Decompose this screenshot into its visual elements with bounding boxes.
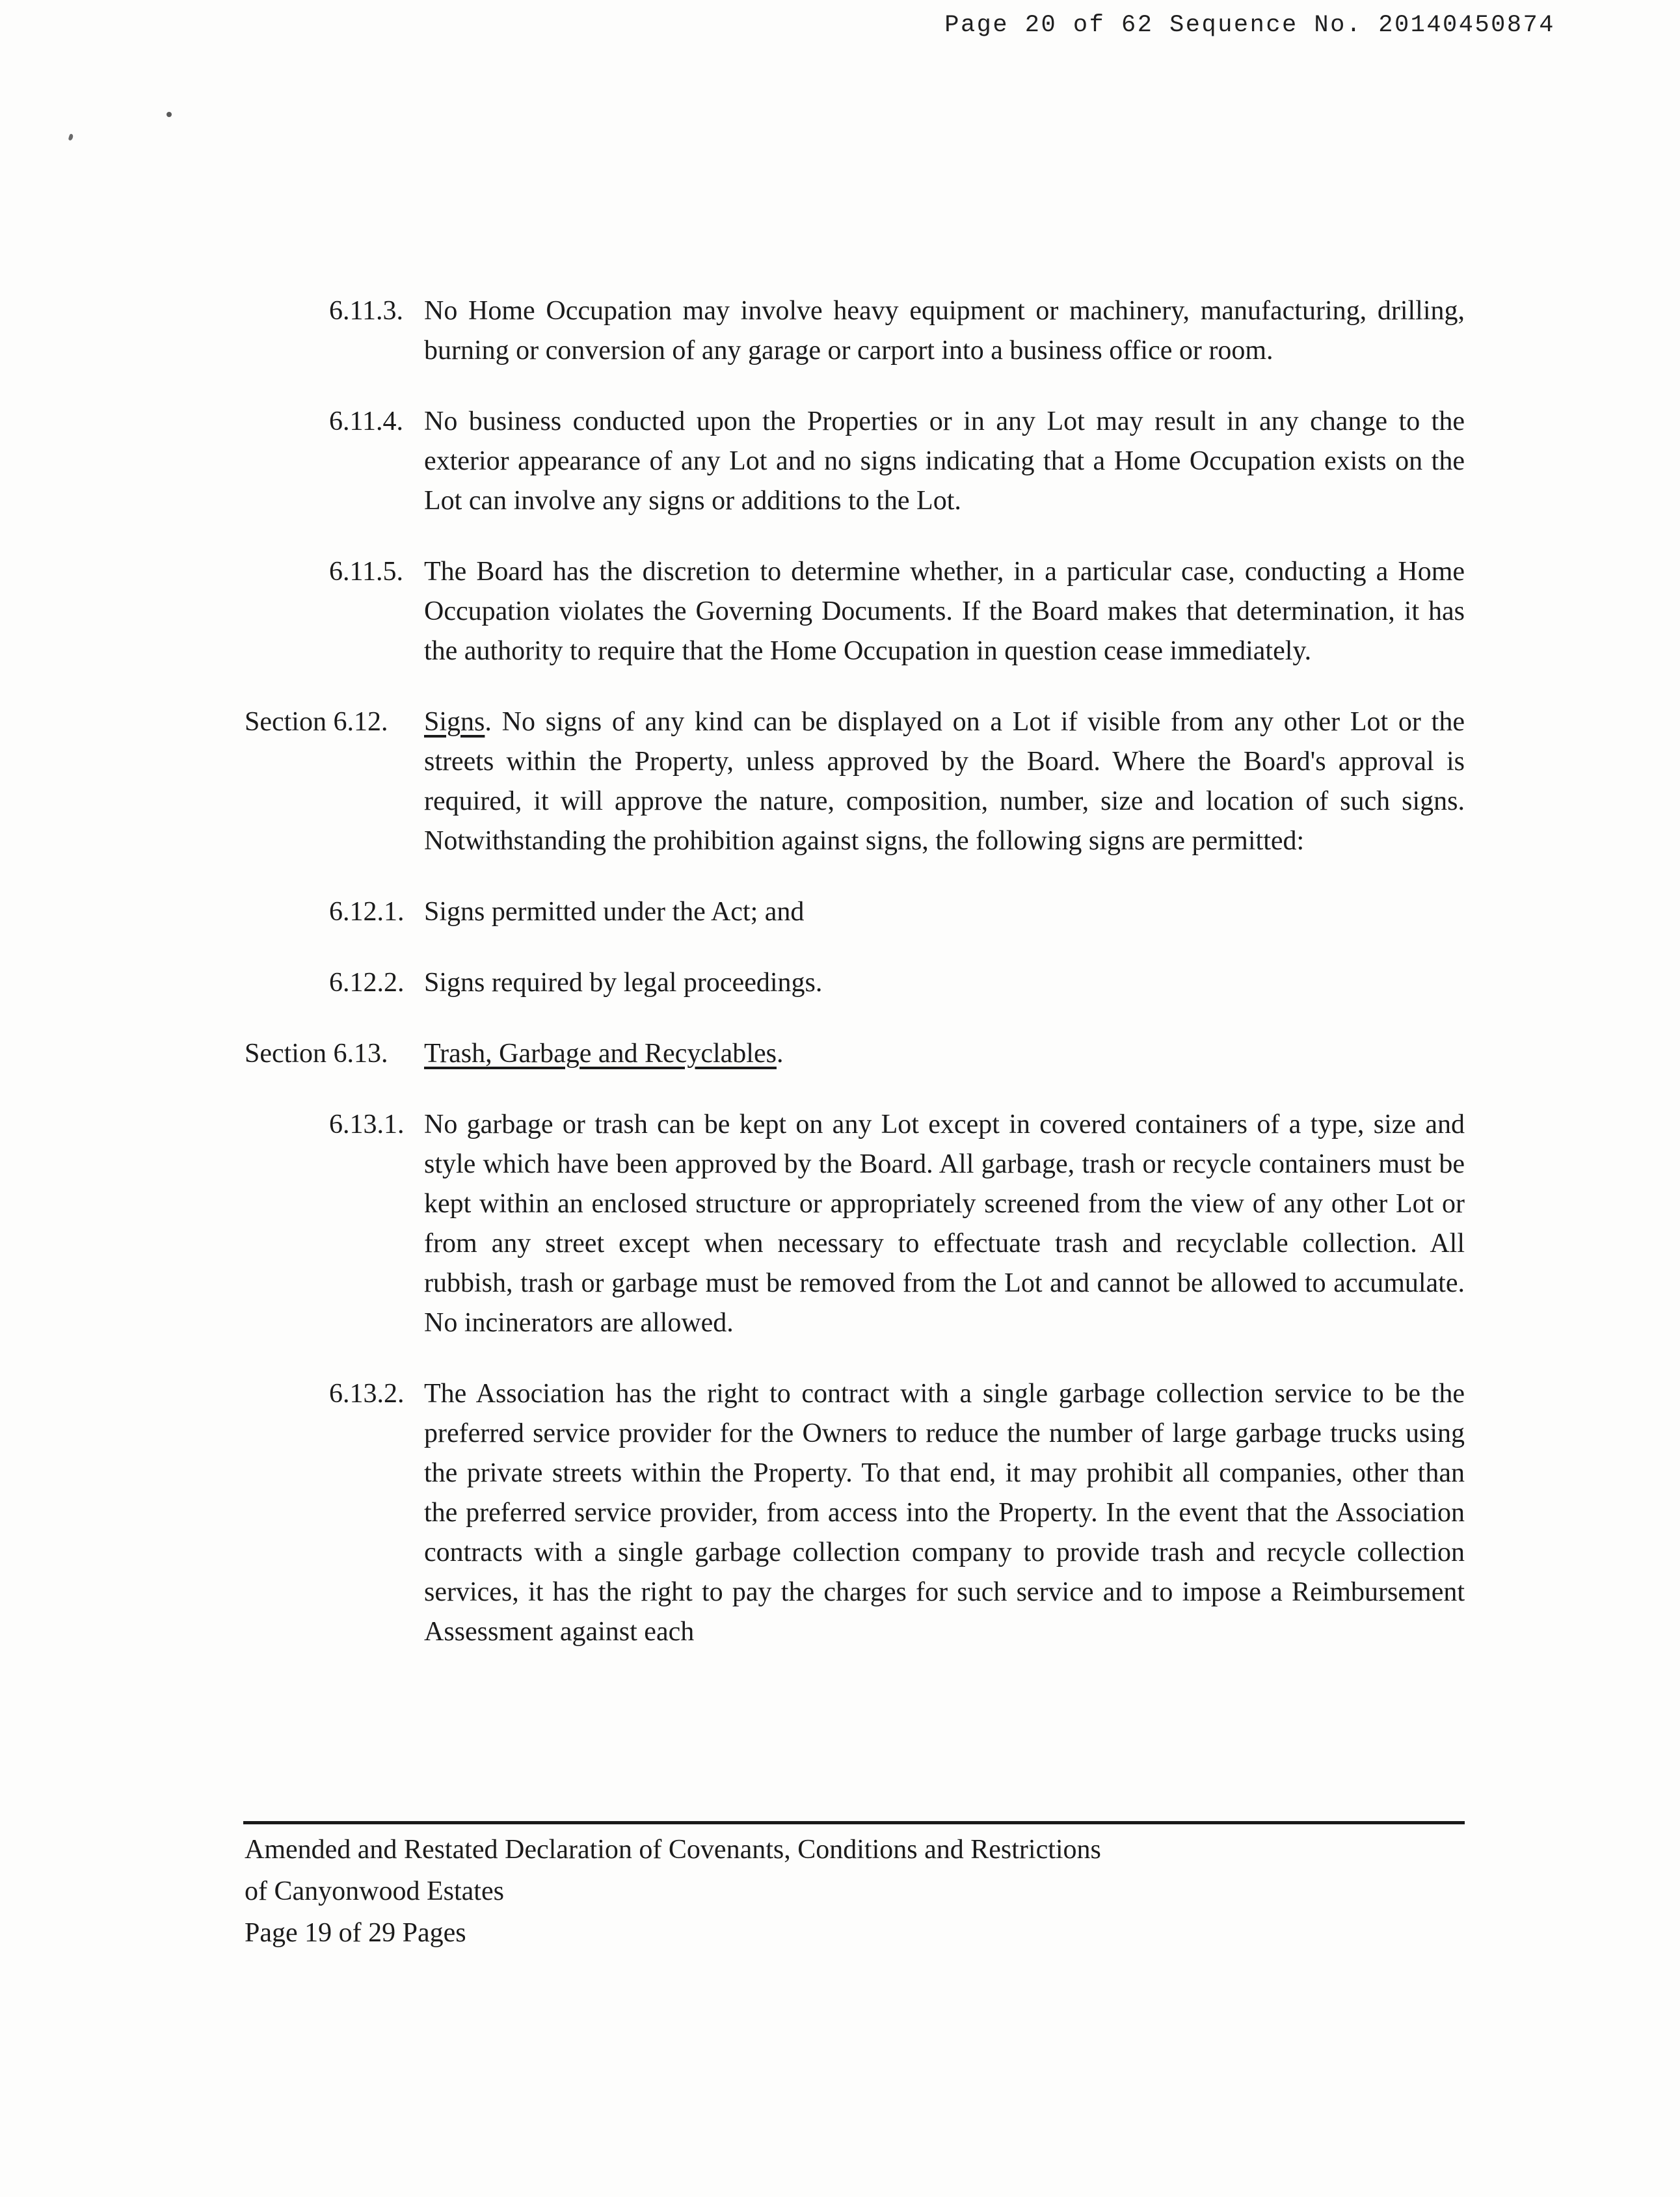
paragraph-number: 6.13.1. bbox=[329, 1110, 405, 1139]
paragraph-text: Signs permitted under the Act; and bbox=[424, 897, 805, 927]
paragraph-text: No garbage or trash can be kept on any Lot except in covered containers of a type, size and style which have been approved by the Board. All garbage, trash or recycle containers must be kept within an enclosed structure or appropriately screened from the view of any other Lot or from any street except when necessary to effectuate trash and recyclable collection. All rubbish, trash or garbage must be removed from the Lot and cannot be allowed to accumulate. No incinerators are allowed. bbox=[424, 1110, 1465, 1338]
paragraph-number: 6.13.2. bbox=[329, 1379, 405, 1409]
paragraph-section-6-13 bbox=[245, 1034, 1465, 1074]
paragraph-6-11-3 bbox=[245, 291, 1465, 371]
section-body-text: . No signs of any kind can be displayed on a Lot if visible from any other Lot or the streets within the Property, unless approved by the Board. Where the Board's approval is required, it will approve the nature, composition, number, size and location of such signs. Notwithstanding the prohibition against signs, the following signs are permitted: bbox=[424, 707, 1465, 856]
paragraph-number: 6.11.5. bbox=[329, 557, 403, 587]
paragraph-text bbox=[424, 702, 1465, 861]
section-heading-underlined: Signs bbox=[424, 707, 485, 737]
footer-document-subtitle: of Canyonwood Estates bbox=[245, 1876, 504, 1906]
scan-speck bbox=[68, 133, 74, 140]
paragraph-text bbox=[424, 1034, 1465, 1074]
paragraph-number: 6.12.2. bbox=[329, 968, 405, 998]
footer-page-number: Page 19 of 29 Pages bbox=[245, 1918, 466, 1948]
paragraph-section-6-12 bbox=[245, 702, 1465, 861]
document-footer bbox=[245, 1829, 1480, 1954]
paragraph-6-12-1 bbox=[245, 892, 1465, 932]
scan-speck bbox=[167, 112, 172, 117]
scan-header-pagination: Page 20 of 62 Sequence No. 20140450874 bbox=[944, 12, 1555, 39]
paragraph-number: 6.12.1. bbox=[329, 897, 405, 927]
paragraph-number: 6.11.4. bbox=[329, 406, 403, 436]
document-body bbox=[245, 291, 1465, 1683]
section-heading-underlined: Trash, Garbage and Recyclables bbox=[424, 1039, 777, 1069]
paragraph-6-13-1 bbox=[245, 1105, 1465, 1343]
paragraph-text: The Association has the right to contract with a single garbage collection service to be the preferred service provider for the Owners to reduce the number of large garbage trucks using the private streets within the Property. To that end, it may prohibit all companies, other than the preferred service provider, from access into the Property. In the event that the Association contracts with a single garbage collection company to provide trash and recycle collection services, it has the right to pay the charges for such service and to impose a Reimbursement Assessment against each bbox=[424, 1379, 1465, 1647]
footer-document-title: Amended and Restated Declaration of Covenants, Conditions and Restrictions bbox=[245, 1835, 1101, 1865]
paragraph-text: No Home Occupation may involve heavy equipment or machinery, manufacturing, drilling, burning or conversion of any garage or carport into a business office or room. bbox=[424, 296, 1465, 366]
paragraph-text: No business conducted upon the Properties or in any Lot may result in any change to the exterior appearance of any Lot and no signs indicating that a Home Occupation exists on the Lot can involve any signs or additions to the Lot. bbox=[424, 406, 1465, 516]
section-body-text: . bbox=[776, 1039, 784, 1069]
section-number: Section 6.13. bbox=[245, 1039, 388, 1069]
paragraph-number: 6.11.3. bbox=[329, 296, 403, 326]
paragraph-text: Signs required by legal proceedings. bbox=[424, 968, 823, 998]
paragraph-6-11-4 bbox=[245, 402, 1465, 521]
paragraph-6-12-2 bbox=[245, 963, 1465, 1003]
section-number: Section 6.12. bbox=[245, 707, 388, 737]
paragraph-6-13-2 bbox=[245, 1374, 1465, 1652]
paragraph-6-11-5 bbox=[245, 552, 1465, 671]
paragraph-text: The Board has the discretion to determine whether, in a particular case, conducting a Home Occupation violates the Governing Documents. If the Board makes that determination, it has the authority to require that the Home Occupation in question cease immediately. bbox=[424, 557, 1465, 666]
footer-divider-line bbox=[243, 1821, 1465, 1824]
